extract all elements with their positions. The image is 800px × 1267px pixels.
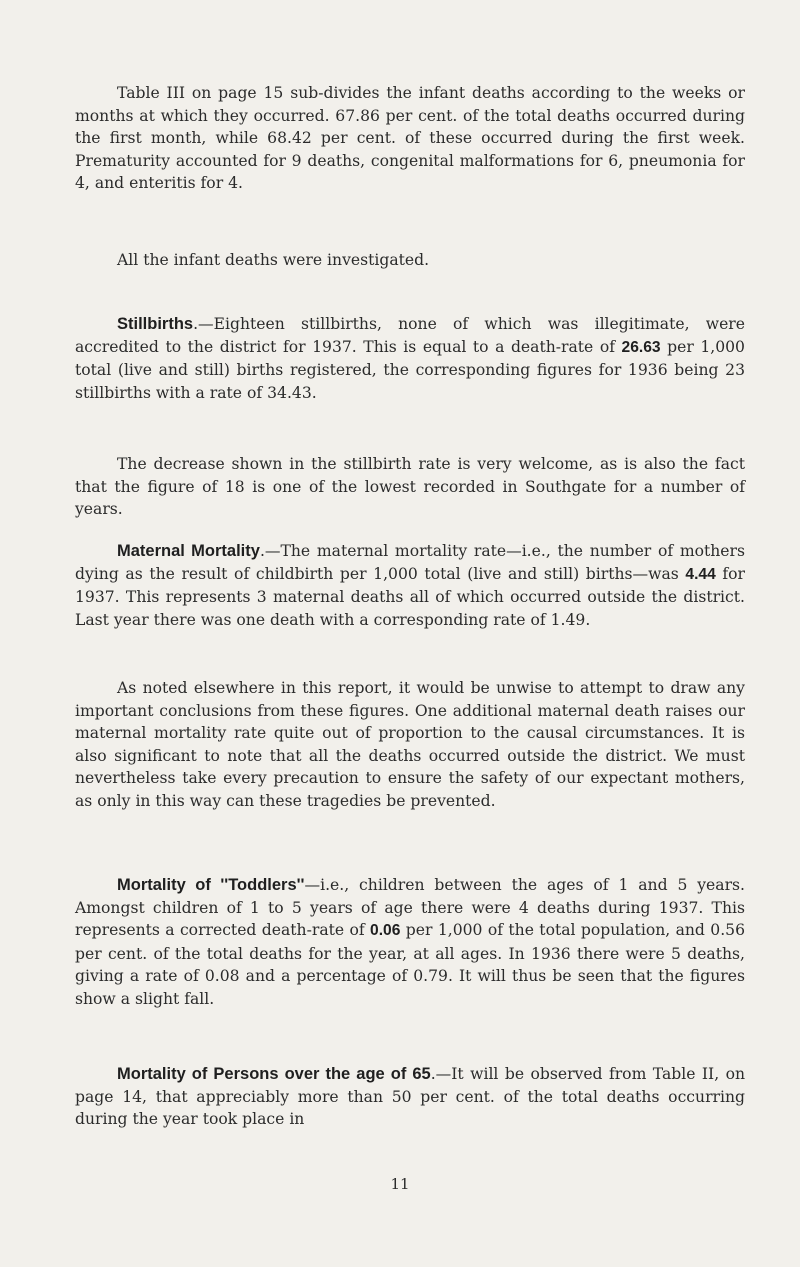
- paragraph-stillbirths: [75, 313, 745, 404]
- paragraph-over-65: [75, 1063, 745, 1131]
- paragraph-investigated: [75, 249, 745, 272]
- section-heading-maternal-mortality: Maternal Mortality: [117, 542, 260, 560]
- maternal-rate-value: 4.44: [685, 565, 716, 583]
- paragraph-toddlers: [75, 874, 745, 1011]
- section-heading-over-65: Mortality of Persons over the age of 65: [117, 1065, 431, 1083]
- paragraph-maternal-mortality: [75, 540, 745, 631]
- paragraph-text: .—The maternal mortality rate—i.e., the number of mothers dying as the result of childbirth per 1,000 total (live and still) births—was: [75, 542, 745, 583]
- paragraph-text: per 1,000 total (live and still) births registered, the corresponding figures for 1936 being 23 stillbirths with a rate of 34.43.: [75, 337, 745, 402]
- paragraph-text: All the infant deaths were investigated.: [117, 251, 430, 269]
- paragraph-text: for 1937. This represents 3 maternal deaths all of which occurred outside the district. Last year there was one death with a corresponding rate of 1.49.: [75, 564, 745, 629]
- toddler-rate-value: 0.06: [370, 922, 401, 940]
- section-heading-stillbirths: Stillbirths: [117, 315, 194, 333]
- paragraph-stillbirth-decrease: [75, 453, 745, 521]
- paragraph-text: As noted elsewhere in this report, it would be unwise to attempt to draw any important conclusions from these figures. One additional maternal death raises our maternal mortality rate quite out of proportion to the causal circumstances. It is also significant to note that all the deaths occurred outside the district. We must nevertheless take every precaution to ensure the safety of our expectant mothers, as only in this way can these tragedies be prevented.: [75, 679, 745, 810]
- page-number: 11: [390, 1175, 410, 1193]
- paragraph-text: The decrease shown in the stillbirth rate is very welcome, as is also the fact that the figure of 18 is one of the lowest recorded in Southgate for a number of years.: [75, 455, 745, 519]
- section-heading-toddlers: Mortality of ''Toddlers'': [117, 876, 305, 894]
- paragraph-text: —i.e., children between the ages of 1 and 5 years. Amongst children of 1 to 5 years of age there were 4 deaths during 1937. This represents a corrected death-rate of: [75, 876, 745, 940]
- paragraph-text: Table III on page 15 sub-divides the infant deaths according to the weeks or months at which they occurred. 67.86 per cent. of the total deaths occurred during the first month, while 68.42 per cent. of these occurred during the first week. Prematurity accounted for 9 deaths, congenital malformations for 6, pneumonia for 4, and enteritis for 4.: [75, 84, 745, 193]
- paragraph-noted-elsewhere: [75, 677, 745, 813]
- paragraph-text: .—It will be observed from Table II, on page 14, that appreciably more than 50 per cent. of the total deaths occurring during the year took place in: [75, 1065, 745, 1129]
- paragraph-text: .—Eighteen stillbirths, none of which was illegitimate, were accredited to the district for 1937. This is equal to a death-rate of: [75, 315, 745, 356]
- paragraph-infant-deaths: [75, 82, 745, 195]
- stillbirth-rate-value: 26.63: [621, 338, 661, 356]
- paragraph-text: per 1,000 of the total population, and 0.56 per cent. of the total deaths for the year, at all ages. In 1936 there were 5 deaths, giving a rate of 0.08 and a percentage of 0.79. It will thus be seen that the figures show a slight fall.: [75, 921, 745, 1008]
